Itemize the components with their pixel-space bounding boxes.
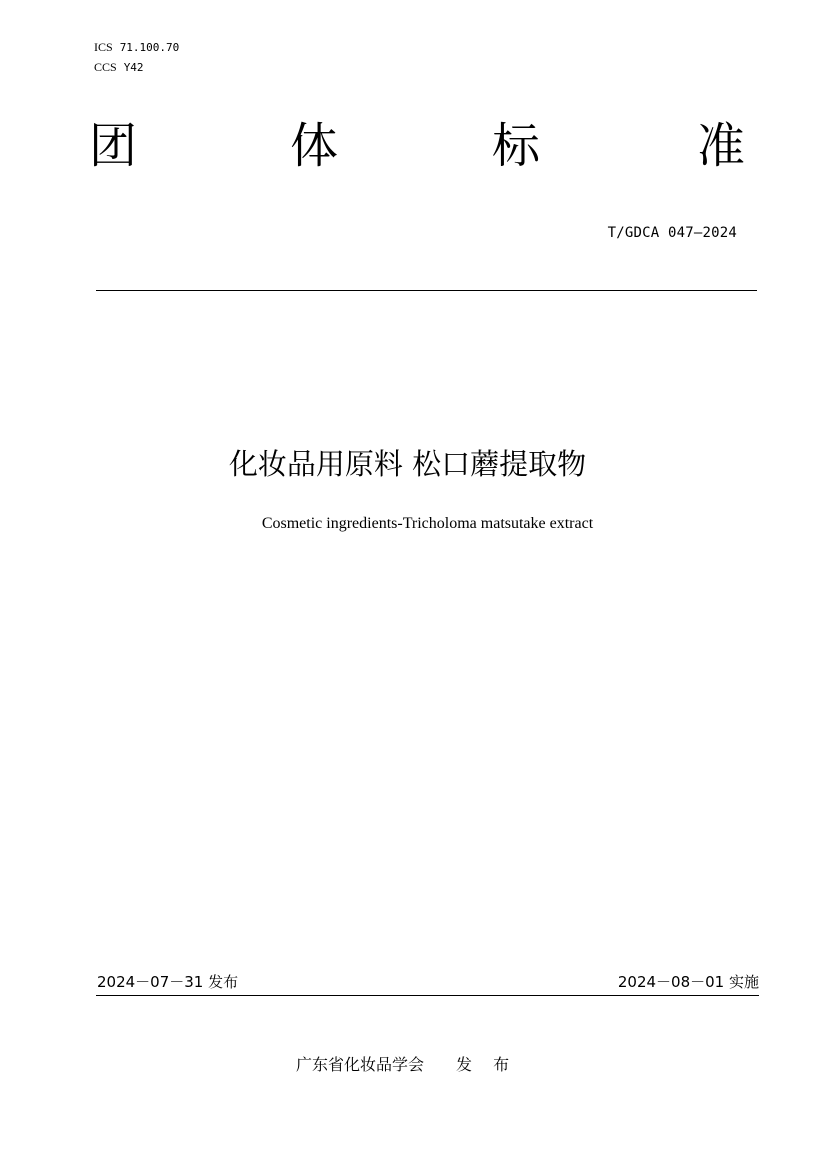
standard-number: T/GDCA 047—2024 <box>607 225 737 241</box>
ccs-label: CCS <box>94 60 117 74</box>
header-char-4: 准 <box>697 118 746 174</box>
ics-value: 71.100.70 <box>119 41 180 54</box>
header-char-3: 标 <box>492 118 541 174</box>
issue-date: 2024－07－31 发布 <box>97 973 239 991</box>
document-title-english: Cosmetic ingredients-Tricholoma matsutake extract <box>261 515 594 532</box>
publisher-line <box>296 1054 517 1076</box>
footer-divider <box>96 995 759 996</box>
ics-classification <box>94 40 179 55</box>
ccs-classification <box>94 60 144 75</box>
ics-label: ICS <box>94 40 113 54</box>
implementation-date: 2024－08－01 实施 <box>617 973 759 991</box>
header-char-2: 体 <box>290 118 339 174</box>
header-divider <box>96 290 757 291</box>
publish-action: 发 布 <box>456 1055 518 1074</box>
document-title-chinese: 化妆品用原料 松口蘑提取物 <box>228 447 587 481</box>
ccs-value: Y42 <box>123 61 144 74</box>
header-char-1: 团 <box>89 118 138 174</box>
publisher-name: 广东省化妆品学会 <box>296 1055 425 1074</box>
